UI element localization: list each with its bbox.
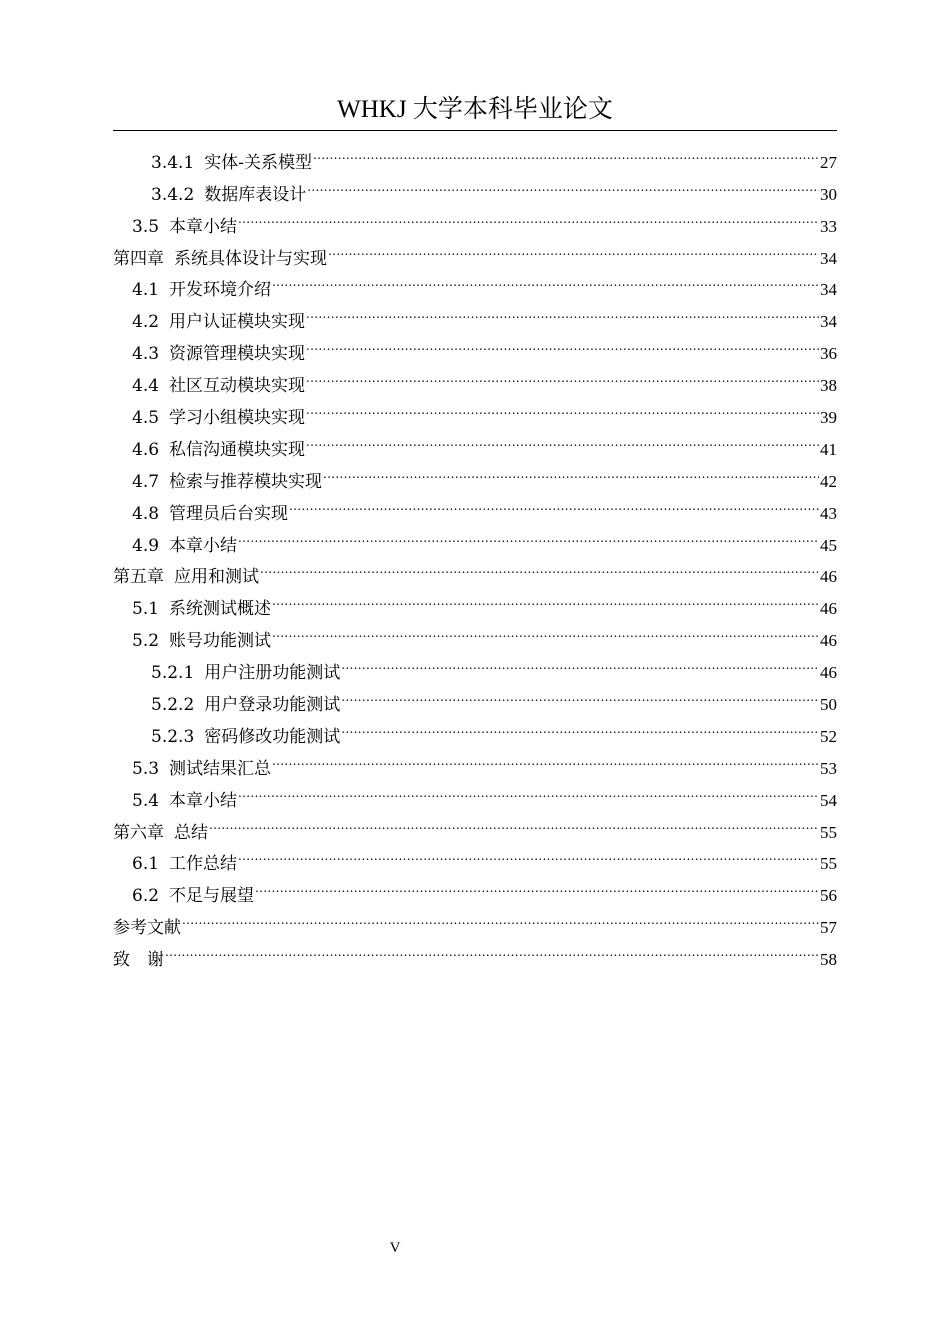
toc-leader-dots <box>238 774 819 806</box>
toc-entry-page: 34 <box>820 280 837 300</box>
toc-entry-page: 33 <box>820 216 837 236</box>
toc-entry-page: 34 <box>820 248 837 268</box>
toc-entry-title: 检索与推荐模块实现 <box>169 471 323 492</box>
toc-entry-number: 3.5 <box>132 216 160 237</box>
toc-leader-dots <box>307 168 819 200</box>
page-number: V <box>389 1240 401 1256</box>
toc-entry-number: 5.2.1 <box>151 663 195 684</box>
toc-entry-title: 社区互动模块实现 <box>169 376 306 397</box>
toc-entry-number: 5.2.2 <box>151 695 195 716</box>
toc-leader-dots <box>272 582 819 614</box>
header-title: WHKJ 大学本科毕业论文 <box>337 96 613 123</box>
toc-entry-page: 52 <box>820 726 837 746</box>
toc-entry-number: 5.4 <box>132 790 160 811</box>
toc-leader-dots <box>306 295 819 327</box>
toc-leader-dots <box>255 869 819 901</box>
toc-entry-title: 管理员后台实现 <box>169 503 289 524</box>
toc-leader-dots <box>238 838 819 870</box>
toc-leader-dots <box>260 551 819 583</box>
toc-entry-page: 56 <box>820 886 837 906</box>
toc-entry-page: 43 <box>820 503 837 523</box>
toc-leader-dots <box>306 391 819 423</box>
toc-leader-dots <box>328 232 819 264</box>
toc-entry-page: 46 <box>820 567 837 587</box>
toc-entry-title: 账号功能测试 <box>169 631 272 652</box>
toc-entry-number: 4.6 <box>132 439 160 460</box>
toc-entry-number: 第六章 <box>113 822 164 843</box>
toc-leader-dots <box>272 742 819 774</box>
toc-leader-dots <box>272 264 819 296</box>
toc-entry-number: 5.3 <box>132 758 160 779</box>
toc-entry-page: 42 <box>820 471 837 491</box>
toc-leader-dots <box>313 136 819 168</box>
toc-entry-title: 学习小组模块实现 <box>169 408 306 429</box>
toc-leader-dots <box>341 646 819 678</box>
toc-entry-title: 本章小结 <box>169 535 238 556</box>
toc-entry-page: 53 <box>820 758 837 778</box>
toc-entry-number: 5.1 <box>132 599 160 620</box>
table-of-contents <box>113 136 837 971</box>
toc-leader-dots <box>238 200 819 232</box>
toc-entry-page: 54 <box>820 790 837 810</box>
toc-entry-page: 55 <box>820 854 837 874</box>
toc-entry-title: 总结 <box>174 822 208 843</box>
toc-leader-dots <box>165 933 819 965</box>
toc-entry-title: 本章小结 <box>169 790 238 811</box>
toc-entry-number: 4.8 <box>132 503 160 524</box>
toc-entry[interactable] <box>113 806 837 843</box>
toc-entry-number: 4.3 <box>132 344 160 365</box>
toc-entry-number: 3.4.1 <box>151 152 195 173</box>
toc-entry[interactable] <box>113 838 837 875</box>
toc-entry[interactable] <box>113 933 837 971</box>
toc-entry-title: 致 谢 <box>113 950 164 971</box>
toc-entry-page: 57 <box>820 918 837 938</box>
toc-entry-page: 50 <box>820 695 837 715</box>
toc-entry-page: 30 <box>820 184 837 204</box>
toc-entry-title: 应用和测试 <box>174 567 259 588</box>
toc-entry-number: 4.7 <box>132 471 160 492</box>
toc-entry-title: 参考文献 <box>113 918 181 939</box>
toc-entry[interactable] <box>113 901 837 939</box>
toc-entry-title: 资源管理模块实现 <box>169 344 306 365</box>
toc-entry-title: 用户登录功能测试 <box>204 695 341 716</box>
toc-leader-dots <box>182 901 819 933</box>
toc-entry-title: 不足与展望 <box>169 886 255 907</box>
toc-entry-number: 6.2 <box>132 886 160 907</box>
toc-entry-title: 数据库表设计 <box>204 184 307 205</box>
toc-entry-number: 4.2 <box>132 312 160 333</box>
toc-entry-number: 第四章 <box>113 248 164 269</box>
toc-entry-number: 3.4.2 <box>151 184 195 205</box>
toc-entry-page: 55 <box>820 822 837 842</box>
toc-entry-title: 开发环境介绍 <box>169 280 272 301</box>
toc-leader-dots <box>306 423 819 455</box>
toc-entry-number: 4.9 <box>132 535 160 556</box>
toc-entry-page: 39 <box>820 408 837 428</box>
toc-entry-title: 私信沟通模块实现 <box>169 439 306 460</box>
toc-entry-page: 36 <box>820 344 837 364</box>
toc-entry-page: 58 <box>820 950 837 970</box>
toc-entry-title: 本章小结 <box>169 216 238 237</box>
toc-entry-number: 4.4 <box>132 376 160 397</box>
toc-entry-title: 用户认证模块实现 <box>169 312 306 333</box>
toc-entry-page: 38 <box>820 376 837 396</box>
toc-entry-title: 系统具体设计与实现 <box>174 248 327 269</box>
toc-entry-page: 46 <box>820 599 837 619</box>
toc-entry-title: 密码修改功能测试 <box>204 726 341 747</box>
toc-entry-number: 6.1 <box>132 854 160 875</box>
toc-entry-page: 46 <box>820 631 837 651</box>
toc-entry-number: 第五章 <box>113 567 164 588</box>
toc-entry-page: 41 <box>820 439 837 459</box>
toc-leader-dots <box>323 455 819 487</box>
toc-leader-dots <box>341 710 819 742</box>
toc-leader-dots <box>306 359 819 391</box>
toc-entry-number: 4.1 <box>132 280 160 301</box>
toc-leader-dots <box>209 806 819 838</box>
toc-leader-dots <box>238 519 819 551</box>
toc-entry-number: 5.2 <box>132 631 160 652</box>
toc-entry-number: 5.2.3 <box>151 726 195 747</box>
toc-entry-title: 工作总结 <box>169 854 238 875</box>
page-header <box>113 92 837 131</box>
toc-leader-dots <box>306 327 819 359</box>
toc-entry-title: 用户注册功能测试 <box>204 663 341 684</box>
toc-entry-number: 4.5 <box>132 408 160 429</box>
toc-entry-page: 27 <box>820 152 837 172</box>
toc-leader-dots <box>289 487 819 519</box>
toc-entry-title: 系统测试概述 <box>169 599 272 620</box>
toc-leader-dots <box>272 614 819 646</box>
toc-entry-page: 46 <box>820 663 837 683</box>
toc-entry[interactable] <box>113 136 837 173</box>
toc-entry-title: 实体-关系模型 <box>204 152 313 173</box>
toc-entry-title: 测试结果汇总 <box>169 758 272 779</box>
toc-entry-page: 34 <box>820 312 837 332</box>
toc-entry-page: 45 <box>820 535 837 555</box>
toc-leader-dots <box>341 678 819 710</box>
